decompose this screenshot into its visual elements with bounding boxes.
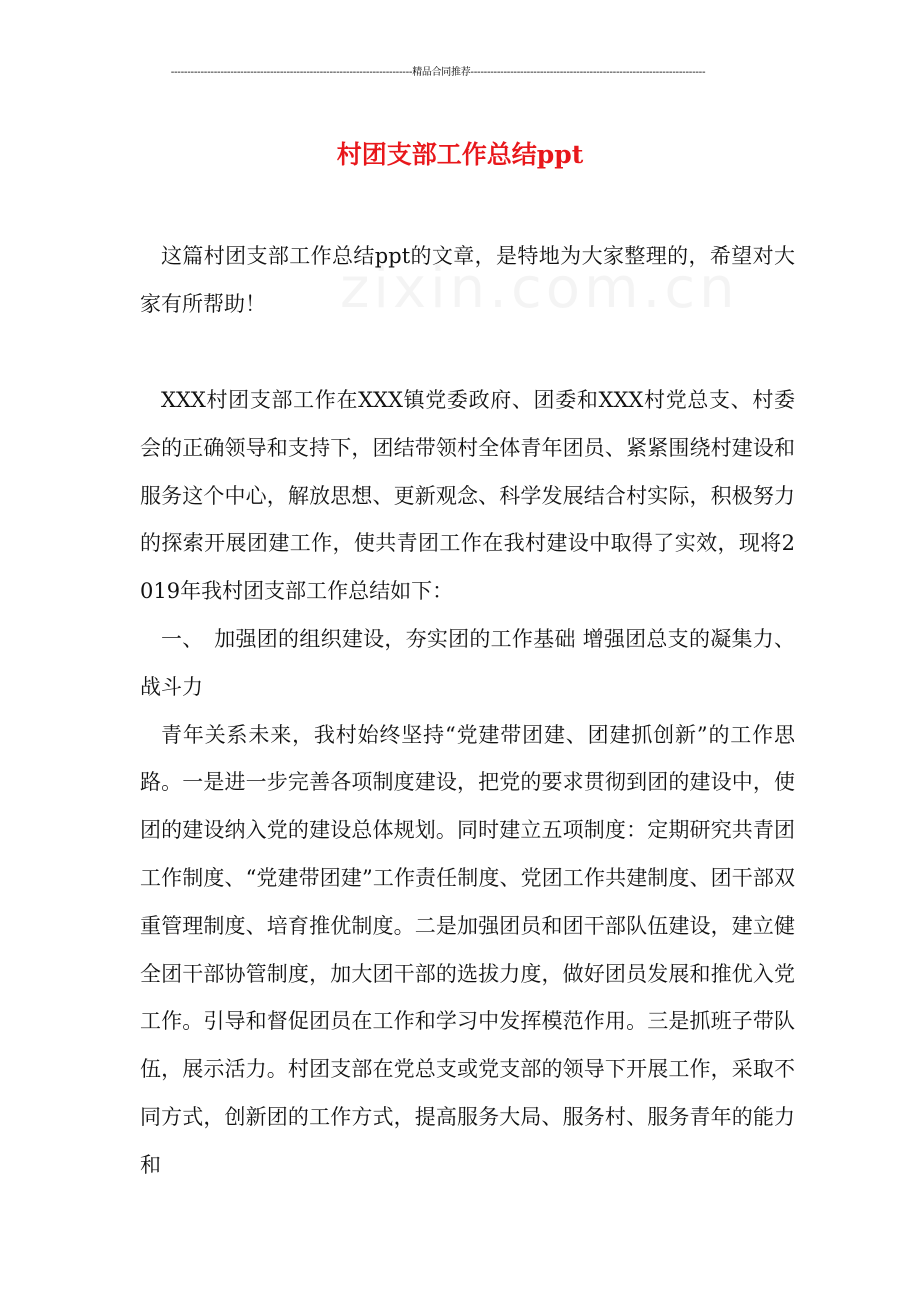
document-title: 村团支部工作总结ppt (336, 139, 584, 169)
intro-section (140, 233, 795, 329)
paragraph-overview: XXX村团支部工作在XXX镇党委政府、团委和XXX村党总支、村委会的正确领导和支持下，团结带领村全体青年团员、紧紧围绕村建设和服务这个中心，解放思想、更新观念、科学发展结合村实际，积极努力的探索开展团建工作，使共青团工作在我村建设中取得了实效，现将2019年我村团支部工作总结如下： (140, 388, 795, 604)
paragraph-section-1: 青年关系未来，我村始终坚持“党建带团建、团建抓创新”的工作思路。一是进一步完善各项制度建设，把党的要求贯彻到团的建设中，使团的建设纳入党的建设总体规划。同时建立五项制度：定期研究共青团工作制度、“党建带团建”工作责任制度、党团工作共建制度、团干部双重管理制度、培育推优制度。二是加强团员和团干部队伍建设，建立健全团干部协管制度，加大团干部的选拔力度，做好团员发展和推优入党工作。引导和督促团员在工作和学习中发挥模范作用。三是抓班子带队伍，展示活力。村团支部在党总支或党支部的领导下开展工作，采取不同方式，创新团的工作方式，提高服务大局、服务村、服务青年的能力和 (140, 722, 795, 1177)
main-section (140, 377, 795, 1190)
paragraph-intro: 这篇村团支部工作总结ppt的文章，是特地为大家整理的，希望对大家有所帮助！ (140, 244, 795, 316)
section-heading-1: 一、 加强团的组织建设，夯实团的工作基础 增强团总支的凝集力、战斗力 (140, 626, 795, 699)
header-banner: -------------------------------------------------------------------------精品合同推荐----------------------------------------------------------------------- (170, 67, 706, 78)
